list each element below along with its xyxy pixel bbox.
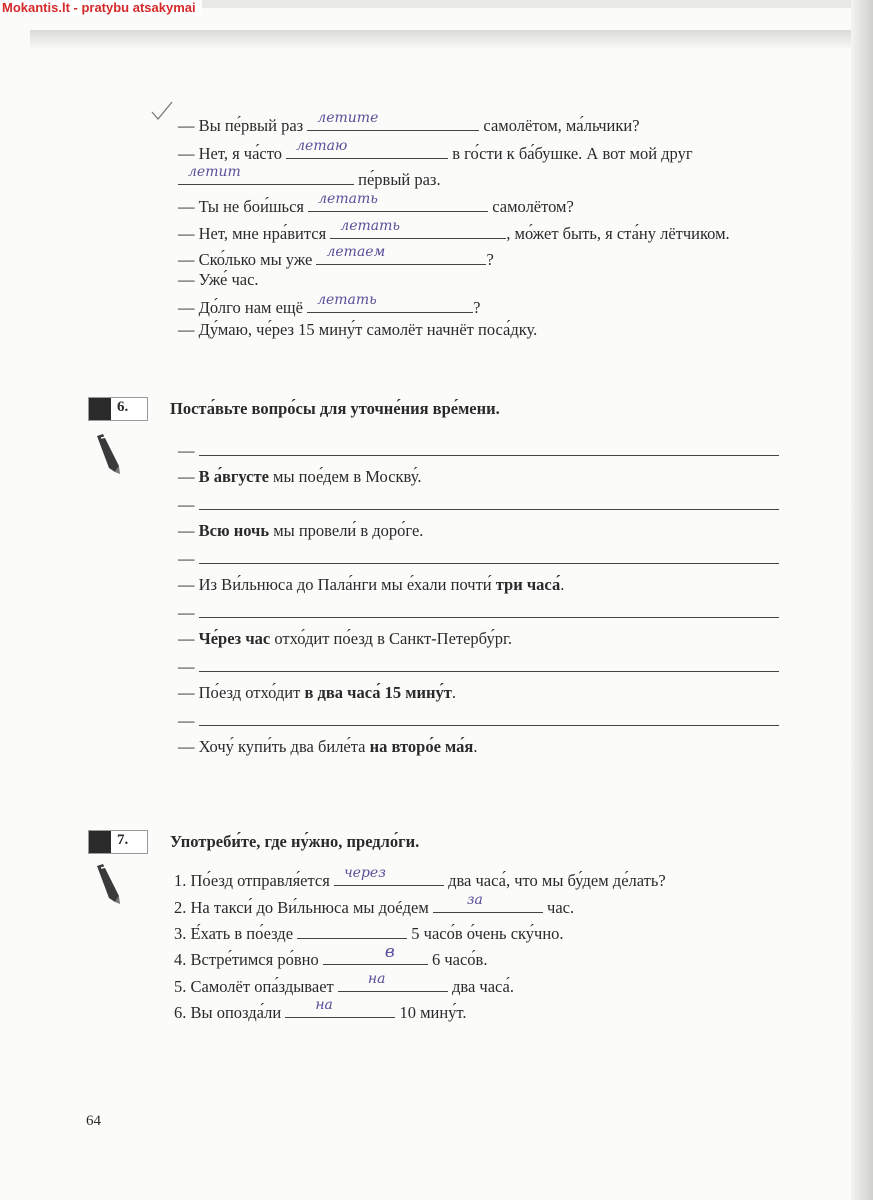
exercise-6-title: Поста́вьте вопро́сы для уточне́ния вре́мени. (170, 399, 500, 418)
question-line-2: — (178, 495, 779, 515)
page-number: 64 (86, 1113, 101, 1129)
exercise-number: 6. (117, 399, 129, 415)
dialogue-line-9: — Ду́маю, че́рез 15 мину́т самолёт начнёт поса́дку. (178, 320, 538, 339)
dialogue-line-2: — Нет, я ча́сто летаю в го́сти к ба́бушке. А вот мой друг (178, 138, 693, 163)
statement-line-4: — Че́рез час отхо́дит по́езд в Санкт-Петербу́рг. (178, 629, 512, 648)
question-line-1: — (178, 441, 779, 461)
answer-blank[interactable]: летать (307, 296, 473, 313)
exercise-7-title: Употреби́те, где ну́жно, предло́ги. (170, 832, 420, 851)
preposition-item-4: 4. Встре́тимся ро́вно в 6 часо́в. (174, 942, 488, 969)
question-blank[interactable] (199, 603, 779, 618)
pen-icon (93, 862, 123, 906)
answer-blank[interactable]: через (334, 869, 444, 886)
answer-blank[interactable]: на (285, 1001, 395, 1018)
answer-blank[interactable]: за (433, 896, 543, 913)
question-blank[interactable] (199, 657, 779, 672)
dialogue-line-1: — Вы пе́рвый раз летите самолётом, ма́льчики? (178, 110, 640, 135)
statement-line-3: — Из Ви́льнюса до Пала́нги мы е́хали почти́ три часа́. (178, 575, 565, 594)
question-blank[interactable] (199, 711, 779, 726)
dialogue-line-3: летит пе́рвый раз. (178, 168, 441, 190)
statement-line-5: — По́езд отхо́дит в два часа́ 15 мину́т. (178, 683, 456, 702)
exercise-marker-square (89, 398, 111, 420)
preposition-item-2: 2. На такси́ до Ви́льнюса мы доéдем за час. (174, 892, 575, 917)
question-line-3: — (178, 549, 779, 569)
answer-blank[interactable]: летать (308, 195, 488, 212)
answer-blank[interactable]: летит (178, 168, 354, 185)
statement-line-2: — Всю ночь мы провели́ в доро́ге. (178, 521, 424, 540)
preposition-item-5: 5. Самолёт опа́здывает на два часа́. (174, 971, 514, 996)
page-shadow-top (30, 30, 873, 48)
question-blank[interactable] (199, 495, 779, 510)
answer-blank[interactable]: летаю (286, 142, 448, 159)
answer-blank[interactable]: в (323, 948, 428, 965)
dialogue-line-4: — Ты не бои́шься летать самолётом? (178, 191, 574, 216)
question-blank[interactable] (199, 441, 779, 456)
question-line-6: — (178, 711, 779, 731)
answer-blank[interactable]: на (338, 975, 448, 992)
statement-line-1: — В а́вгусте мы пое́дем в Москву́. (178, 467, 422, 486)
dialogue-line-8: — До́лго нам ещё летать ? (178, 292, 481, 317)
dialogue-line-5: — Нет, мне нра́вится летать , мо́жет быть, я ста́ну лётчиком. (178, 218, 730, 243)
pen-icon (93, 432, 123, 476)
dialogue-line-6: — Ско́лько мы уже летаем ? (178, 244, 494, 269)
watermark: Mokantis.lt - pratybu atsakymai (0, 0, 202, 16)
check-mark-icon (150, 100, 174, 122)
dialogue-line-7: — Уже́ час. (178, 270, 259, 289)
exercise-marker-square (89, 831, 111, 853)
page-shadow-right (851, 0, 873, 1200)
exercise-7-number-box (88, 830, 148, 854)
preposition-item-3: 3. Е́хать в по́езде 5 часо́в о́чень ску́чно. (174, 924, 564, 943)
statement-line-6: — Хочу́ купи́ть два биле́та на второ́е ма́я. (178, 737, 478, 756)
preposition-item-1: 1. По́езд отправля́ется через два часа́, что мы бу́дем де́лать? (174, 865, 666, 890)
question-line-5: — (178, 657, 779, 677)
exercise-number: 7. (117, 832, 129, 848)
answer-blank[interactable]: летаем (316, 248, 486, 265)
answer-blank[interactable] (297, 922, 407, 939)
answer-blank[interactable]: летать (330, 222, 506, 239)
question-line-4: — (178, 603, 779, 623)
preposition-item-6: 6. Вы опозда́ли на 10 мину́т. (174, 997, 467, 1022)
exercise-6-number-box (88, 397, 148, 421)
answer-blank[interactable]: летите (307, 114, 479, 131)
question-blank[interactable] (199, 549, 779, 564)
